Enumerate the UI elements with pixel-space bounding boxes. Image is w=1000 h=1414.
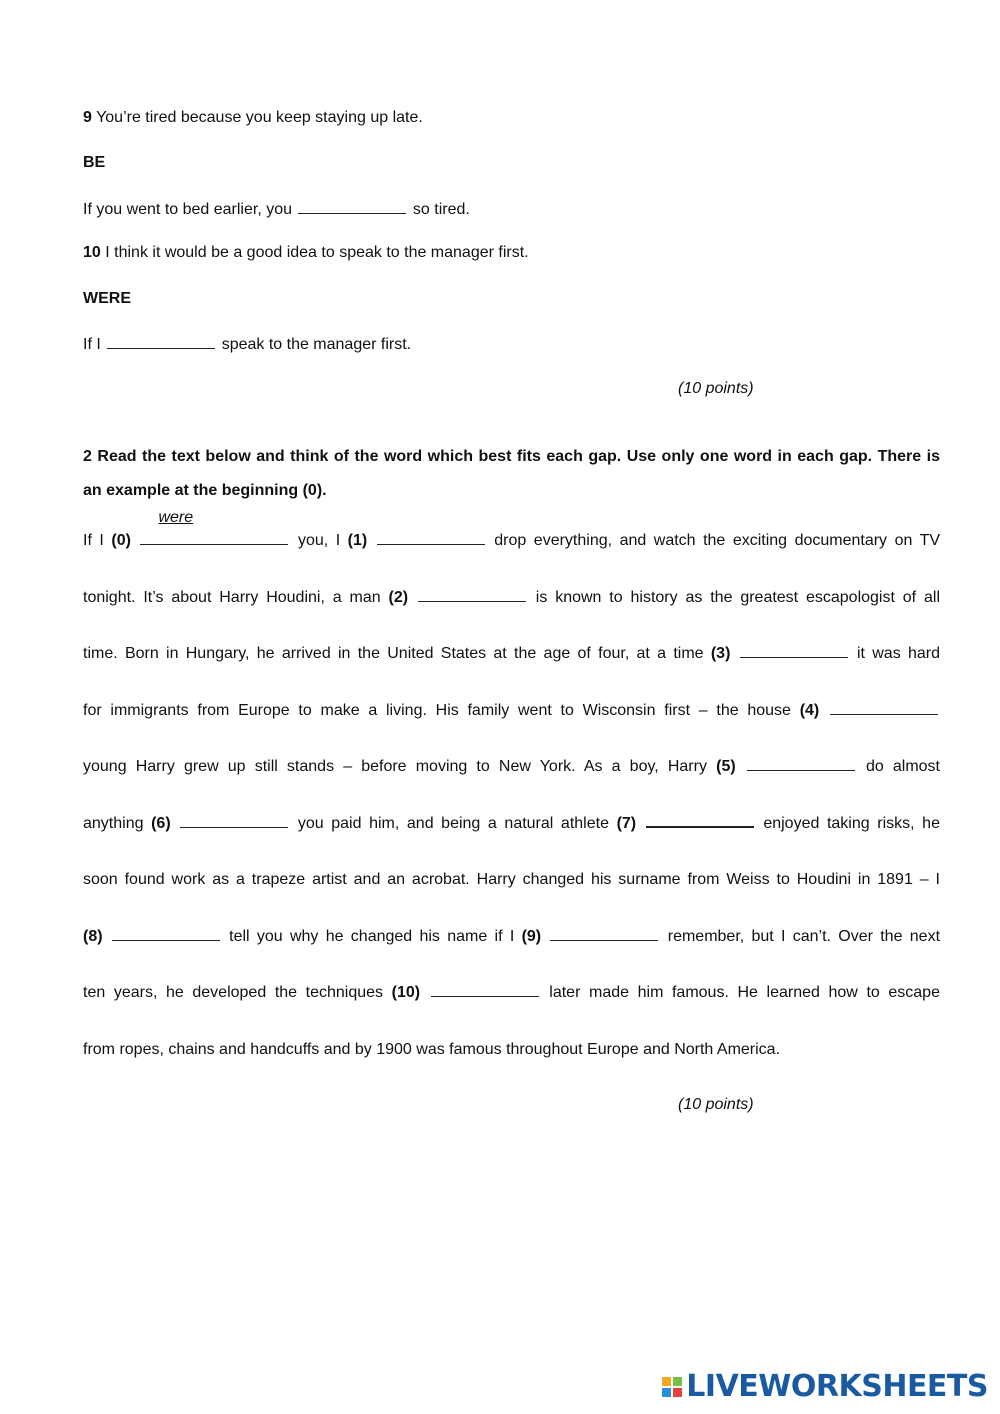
prompt-text: so tired. bbox=[412, 201, 470, 218]
question-9 bbox=[83, 108, 423, 128]
text-line bbox=[83, 739, 940, 796]
text-line bbox=[83, 626, 940, 683]
text: tell you why he changed his name if I bbox=[229, 927, 515, 945]
gap-number: (2) bbox=[388, 588, 409, 606]
question-sentence: You’re tired because you keep staying up late. bbox=[96, 109, 423, 126]
text: enjoyed taking risks, he bbox=[763, 814, 940, 832]
answer-gap-6[interactable] bbox=[180, 813, 288, 828]
text: you paid him, and being a natural athlete bbox=[297, 814, 609, 832]
text-line bbox=[83, 852, 940, 909]
question-sentence: I think it would be a good idea to speak to the manager first. bbox=[105, 244, 529, 261]
exercise-title: 2 Read the text below and think of the word which best fits each gap. Use only one word in each gap. There is bbox=[83, 448, 940, 465]
gap-number: (8) bbox=[83, 927, 103, 945]
keyword: BE bbox=[83, 154, 106, 171]
text-line bbox=[83, 683, 940, 740]
text: is known to history as the greatest escapologist of all bbox=[535, 588, 940, 606]
answer-gap-1[interactable] bbox=[377, 530, 485, 545]
text-line bbox=[83, 796, 940, 853]
cloze-text bbox=[83, 508, 941, 1078]
text: remember, but I can’t. Over the next bbox=[667, 927, 941, 945]
gap-number: (4) bbox=[799, 701, 820, 719]
answer-gap-3[interactable] bbox=[740, 643, 848, 658]
text-line bbox=[83, 508, 941, 570]
text: tonight. It’s about Harry Houdini, a man bbox=[83, 588, 381, 606]
prompt-text: speak to the manager first. bbox=[221, 336, 412, 353]
answer-gap-8[interactable] bbox=[112, 926, 220, 941]
liveworksheets-logo[interactable] bbox=[662, 1369, 988, 1404]
text: anything bbox=[83, 814, 144, 832]
gap-number: (0) bbox=[111, 532, 131, 549]
rewrite-prompt bbox=[83, 334, 411, 355]
points-label: (10 points) bbox=[678, 380, 754, 397]
answer-gap[interactable] bbox=[298, 199, 406, 214]
text: do almost bbox=[865, 758, 941, 775]
points-label: (10 points) bbox=[678, 1096, 754, 1113]
gap-number: (9) bbox=[521, 927, 542, 945]
question-number: 10 bbox=[83, 244, 101, 261]
example-gap bbox=[140, 508, 288, 545]
answer-gap[interactable] bbox=[107, 334, 215, 349]
gap-number: (5) bbox=[716, 758, 736, 775]
text-line bbox=[83, 965, 940, 1022]
gap-number: (7) bbox=[616, 814, 637, 832]
gap-number: (1) bbox=[347, 532, 368, 549]
answer-gap-2[interactable] bbox=[418, 587, 526, 602]
answer-gap-5[interactable] bbox=[747, 756, 855, 771]
prompt-text: If you went to bed earlier, you bbox=[83, 201, 293, 218]
text: drop everything, and watch the exciting documentary on TV bbox=[494, 532, 941, 549]
answer-gap-9[interactable] bbox=[550, 926, 658, 941]
text: time. Born in Hungary, he arrived in the United States at the age of four, at a time bbox=[83, 645, 704, 662]
gap-number: (6) bbox=[151, 814, 171, 832]
keyword: WERE bbox=[83, 290, 131, 307]
text-line bbox=[83, 909, 940, 966]
text: ten years, he developed the techniques bbox=[83, 984, 384, 1001]
text: later made him famous. He learned how to escape bbox=[549, 984, 940, 1001]
text-line bbox=[83, 570, 940, 627]
answer-gap-7[interactable] bbox=[646, 812, 754, 828]
exercise-title-cont: an example at the beginning (0). bbox=[83, 482, 327, 499]
question-number: 9 bbox=[83, 109, 92, 126]
text: soon found work as a trapeze artist and an acrobat. Harry changed his surname from Weiss to Houdini in 1891 – I bbox=[83, 871, 940, 888]
answer-gap-4[interactable] bbox=[830, 700, 938, 715]
gap-number: (10) bbox=[391, 984, 421, 1001]
prompt-text: If I bbox=[83, 336, 101, 353]
text: If I bbox=[83, 532, 104, 549]
gap-number: (3) bbox=[710, 645, 731, 662]
text-line bbox=[83, 1022, 940, 1079]
rewrite-prompt bbox=[83, 199, 470, 220]
logo-text: LIVEWORKSHEETS bbox=[686, 1369, 988, 1404]
text: from ropes, chains and handcuffs and by 1900 was famous throughout Europe and North America. bbox=[83, 1040, 781, 1058]
liveworksheets-blocks-icon bbox=[662, 1377, 682, 1397]
question-10 bbox=[83, 243, 529, 263]
text: it was hard bbox=[856, 645, 940, 662]
example-word: were bbox=[158, 508, 194, 526]
text: you, I bbox=[297, 532, 341, 549]
answer-gap-10[interactable] bbox=[431, 982, 539, 997]
text: young Harry grew up still stands – before moving to New York. As a boy, Harry bbox=[83, 758, 707, 775]
text: for immigrants from Europe to make a living. His family went to Wisconsin first – the house bbox=[83, 701, 791, 719]
